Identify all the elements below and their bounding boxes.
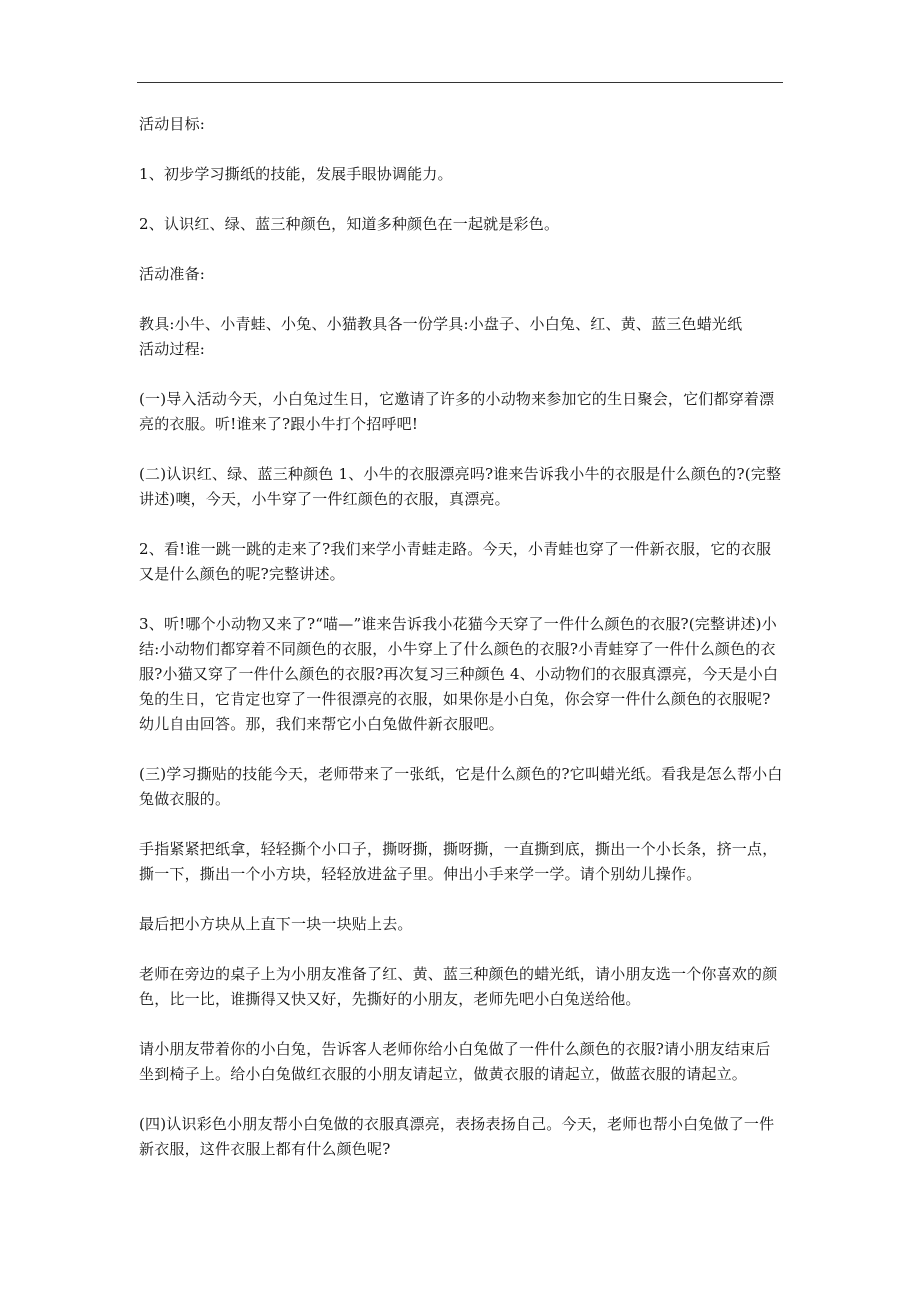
- preparation-materials: 教具:小牛、小青蛙、小兔、小猫教具各一份学具:小盘子、小白兔、红、黄、蓝三色蜡光纸: [139, 315, 743, 333]
- process-step-intro: (一)导入活动今天，小白兔过生日，它邀请了许多的小动物来参加它的生日聚会，它们都穿着漂亮的衣服。听!谁来了?跟小牛打个招呼吧!: [139, 390, 775, 433]
- goal-item-1: 1、初步学习撕纸的技能，发展手眼协调能力。: [139, 165, 453, 183]
- children-report: 请小朋友带着你的小白兔，告诉客人老师你给小白兔做了一件什么颜色的衣服?请小朋友结束后坐到椅子上。给小白兔做红衣服的小朋友请起立，做黄衣服的请起立，做蓝衣服的请起立。: [139, 1040, 771, 1083]
- process-step-tearing: (三)学习撕贴的技能今天，老师带来了一张纸，它是什么颜色的?它叫蜡光纸。看我是怎么帮小白兔做衣服的。: [139, 765, 783, 808]
- header-rule: [137, 82, 783, 83]
- document-body: [139, 112, 785, 1187]
- section-heading-goals: 活动目标:: [139, 115, 206, 133]
- section-heading-process: 活动过程:: [139, 340, 206, 358]
- goal-item-2: 2、认识红、绿、蓝三种颜色，知道多种颜色在一起就是彩色。: [139, 215, 560, 233]
- pasting-instructions: 最后把小方块从上直下一块一块贴上去。: [139, 915, 413, 933]
- process-step-cat: 3、听!哪个小动物又来了?“喵—”谁来告诉我小花猫今天穿了一件什么颜色的衣服?(完整讲述)小结:小动物们都穿着不同颜色的衣服，小牛穿上了什么颜色的衣服?小青蛙穿了一件什么颜色的衣服?小猫又穿了一件什么颜色的衣服?再次复习三种颜色 4、小动物们的衣服真漂亮，今天是小白兔的生日，它肯定也穿了一件很漂亮的衣服，如果你是小白兔，你会穿一件什么颜色的衣服呢?幼儿自由回答。那，我们来帮它小白兔做件新衣服吧。: [139, 615, 779, 733]
- process-step-colors: (二)认识红、绿、蓝三种颜色 1、小牛的衣服漂亮吗?谁来告诉我小牛的衣服是什么颜色的?(完整讲述)噢，今天，小牛穿了一件红颜色的衣服，真漂亮。: [139, 465, 782, 508]
- section-heading-preparation: 活动准备:: [139, 265, 206, 283]
- tearing-instructions: 手指紧紧把纸拿，轻轻撕个小口子，撕呀撕，撕呀撕，一直撕到底，撕出一个小长条，挤一点，撕一下，撕出一个小方块，轻轻放进盆子里。伸出小手来学一学。请个别幼儿操作。: [139, 840, 778, 883]
- process-step-multicolor: (四)认识彩色小朋友帮小白兔做的衣服真漂亮，表扬表扬自己。今天，老师也帮小白兔做了一件新衣服，这件衣服上都有什么颜色呢?: [139, 1115, 775, 1158]
- paper-selection: 老师在旁边的桌子上为小朋友准备了红、黄、蓝三种颜色的蜡光纸，请小朋友选一个你喜欢的颜色，比一比，谁撕得又快又好，先撕好的小朋友，老师先吧小白兔送给他。: [139, 965, 778, 1008]
- process-step-frog: 2、看!谁一跳一跳的走来了?我们来学小青蛙走路。今天，小青蛙也穿了一件新衣服，它的衣服又是什么颜色的呢?完整讲述。: [139, 540, 772, 583]
